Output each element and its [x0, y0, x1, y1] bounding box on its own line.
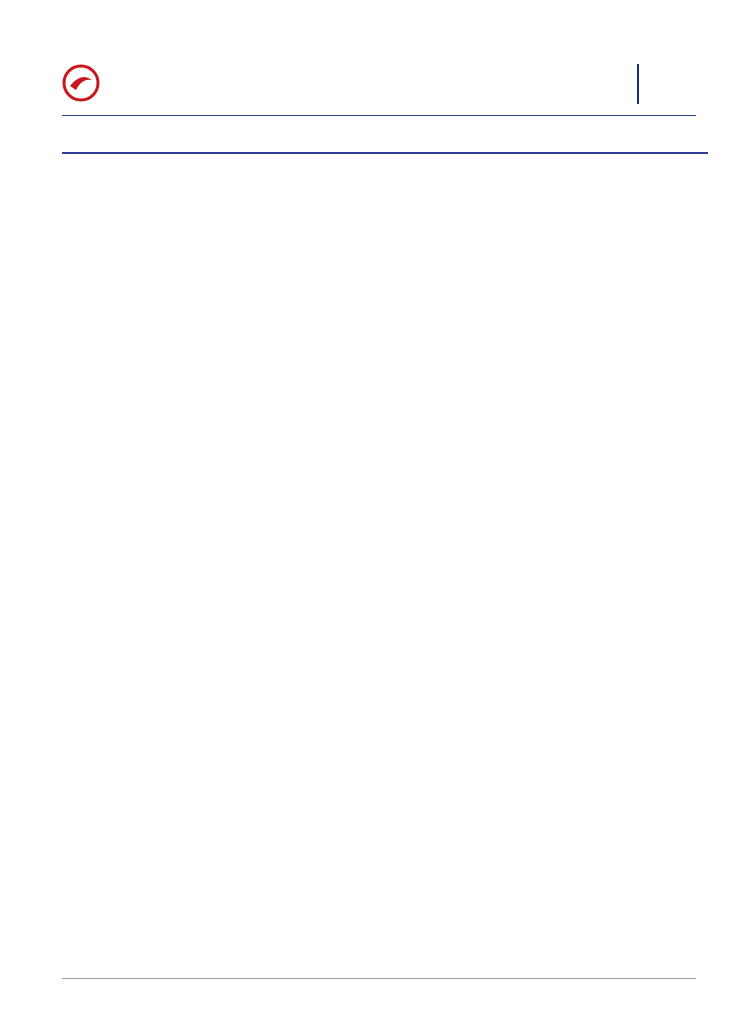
section-rule: [62, 152, 708, 154]
footer-rule: [62, 978, 696, 979]
header-divider: [637, 64, 639, 104]
page-header: [0, 0, 755, 118]
brand-logo-icon: [62, 64, 100, 102]
header-rule: [62, 115, 696, 116]
